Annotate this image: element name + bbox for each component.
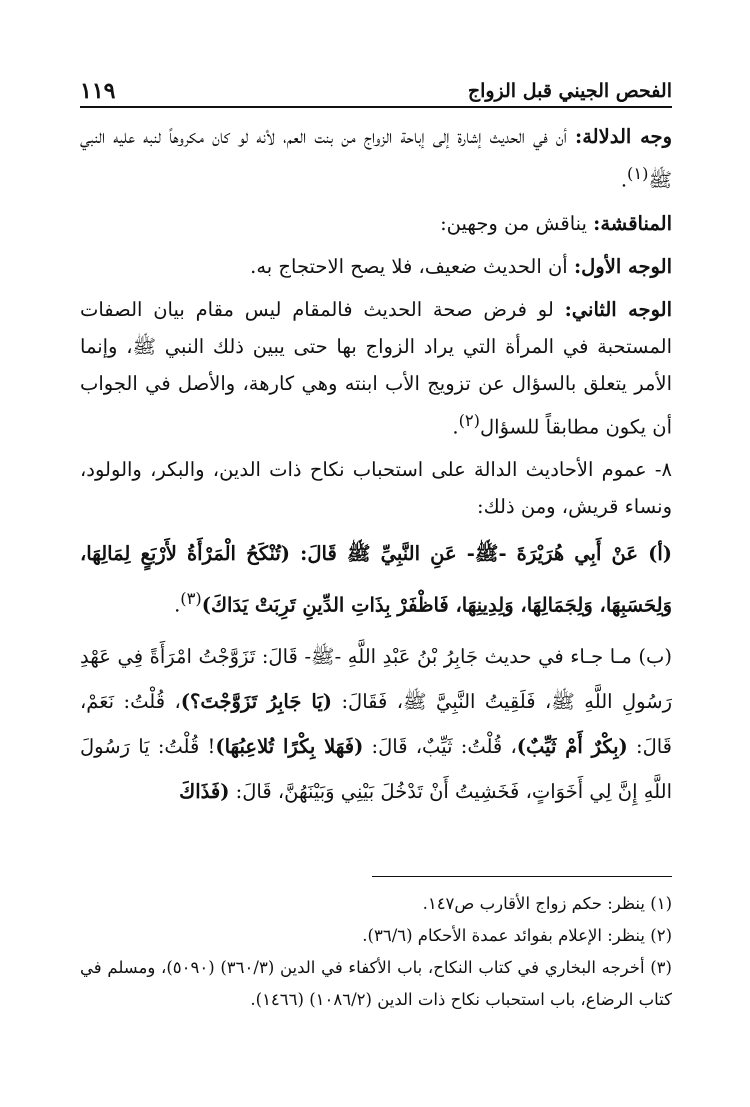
footnote-separator <box>372 876 672 877</box>
page-number: ١١٩ <box>80 78 116 104</box>
footnote-ref-2: (٢) <box>458 410 480 430</box>
hadith-b-quote-2: (بِكْرٌ أَمْ ثَيِّبٌ) <box>516 734 628 758</box>
paragraph-hadith-a <box>80 531 672 628</box>
paragraph-second-aspect <box>80 291 672 446</box>
label-second-aspect: الوجه الثاني: <box>564 297 673 321</box>
hadith-a-quote: (تُنْكَحُ الْمَرْأَةُ لأَرْبَعٍ لِمَالِهَا، وَلِحَسَبِهَا، وَلِجَمَالِهَا، وَلِدِينِهَا، فَاظْفَرْ بِذَاتِ الدِّينِ تَرِبَتْ يَدَاكَ) <box>80 542 672 617</box>
text-second-aspect: لو فرض صحة الحديث فالمقام ليس مقام بيان الصفات المستحبة في المرأة التي يراد الزواج بها حتى يبين ذلك النبي ﷺ، وإنما الأمر يتعلق بالسؤال عن تزويج الأب ابنته وهي كارهة، والأصل في الجواب أن يكون مطابقاً للسؤال <box>80 297 672 438</box>
footnote-ref-1: (١) <box>627 164 649 183</box>
hadith-a-intro: (أ) عَنْ أَبِي هُرَيْرَةَ -ﷺ- عَنِ النَّبِيِّ ﷺ قَالَ: <box>290 542 673 565</box>
label-evidence: وجه الدلالة: <box>575 125 673 148</box>
footnote-3: (٣) أخرجه البخاري في كتاب النكاح، باب الأكفاء في الدين (٣٦٠/٣) (٥٠٩٠)، ومسلم في كتاب الرضاع، باب استحباب نكاح ذات الدين (١٠٨٦/٢) (١٤٦٦). <box>80 958 672 1009</box>
paragraph-first-aspect <box>80 248 672 285</box>
hadith-b-part-1: (ب) مـا جـاء في حديث جَابِرُ بْنُ عَبْدِ اللَّهِ -ﷺ- قَالَ: تَزَوَّجْتُ امْرَأَةً فِي عَهْدِ رَسُولِ اللَّهِ ﷺ، فَلَقِيتُ النَّبِيَّ ﷺ، فَقَالَ: <box>80 644 672 713</box>
text-discussion: يناقش من وجهين: <box>440 211 594 235</box>
footnote-2: (٢) ينظر: الإعلام بفوائد عمدة الأحكام (٣٦/٦). <box>362 926 672 945</box>
punctuation: . <box>174 593 181 617</box>
footnote-ref-3: (٣) <box>180 589 202 608</box>
text-first-aspect: أن الحديث ضعيف، فلا يصح الاحتجاج به. <box>250 254 574 278</box>
hadith-b-part-3: ، قُلْتُ: ثَيِّبٌ، قَالَ: <box>363 734 517 758</box>
paragraph-evidence <box>80 118 672 199</box>
hadith-b-quote-4: (فَذَاكَ <box>179 779 230 803</box>
running-title: الفحص الجيني قبل الزواج <box>467 80 672 102</box>
footnote-1: (١) ينظر: حكم زواج الأقارب ص١٤٧. <box>422 894 672 913</box>
paragraph-point-8 <box>80 451 672 525</box>
footnotes <box>80 888 672 1016</box>
text-point-8: ٨- عموم الأحاديث الدالة على استحباب نكاح ذات الدين، والبكر، والولود، ونساء قريش، ومن ذلك: <box>80 458 672 518</box>
hadith-b-quote-3: (فَهَلا بِكْرًا تُلاعِبُهَا) <box>215 734 364 758</box>
label-discussion: المناقشة: <box>593 211 672 235</box>
punctuation: . <box>620 168 628 192</box>
punctuation: . <box>452 415 459 438</box>
hadith-b-part-4: ! قُلْتُ: يَا رَسُولَ اللَّهِ إِنَّ لِي أَخَوَاتٍ، فَخَشِيتُ أَنْ تَدْخُلَ بَيْنِي وَبَيْنَهُنَّ، قَالَ: <box>80 734 672 803</box>
hadith-b-quote-1: (يَا جَابِرُ تَزَوَّجْتَ؟) <box>180 689 333 713</box>
page-header <box>80 72 672 108</box>
label-first-aspect: الوجه الأول: <box>573 254 672 278</box>
hadith-b-part-2: ، قُلْتُ: نَعَمْ، قَالَ: <box>80 689 672 758</box>
text-evidence: أن في الحديث إشارة إلى إباحة الزواج من بنت العم، لأنه لو كان مكروهاً لنبه عليه النبي ﷺ <box>80 125 672 192</box>
main-text <box>80 118 672 820</box>
paragraph-discussion <box>80 205 672 242</box>
paragraph-hadith-b <box>80 634 672 814</box>
